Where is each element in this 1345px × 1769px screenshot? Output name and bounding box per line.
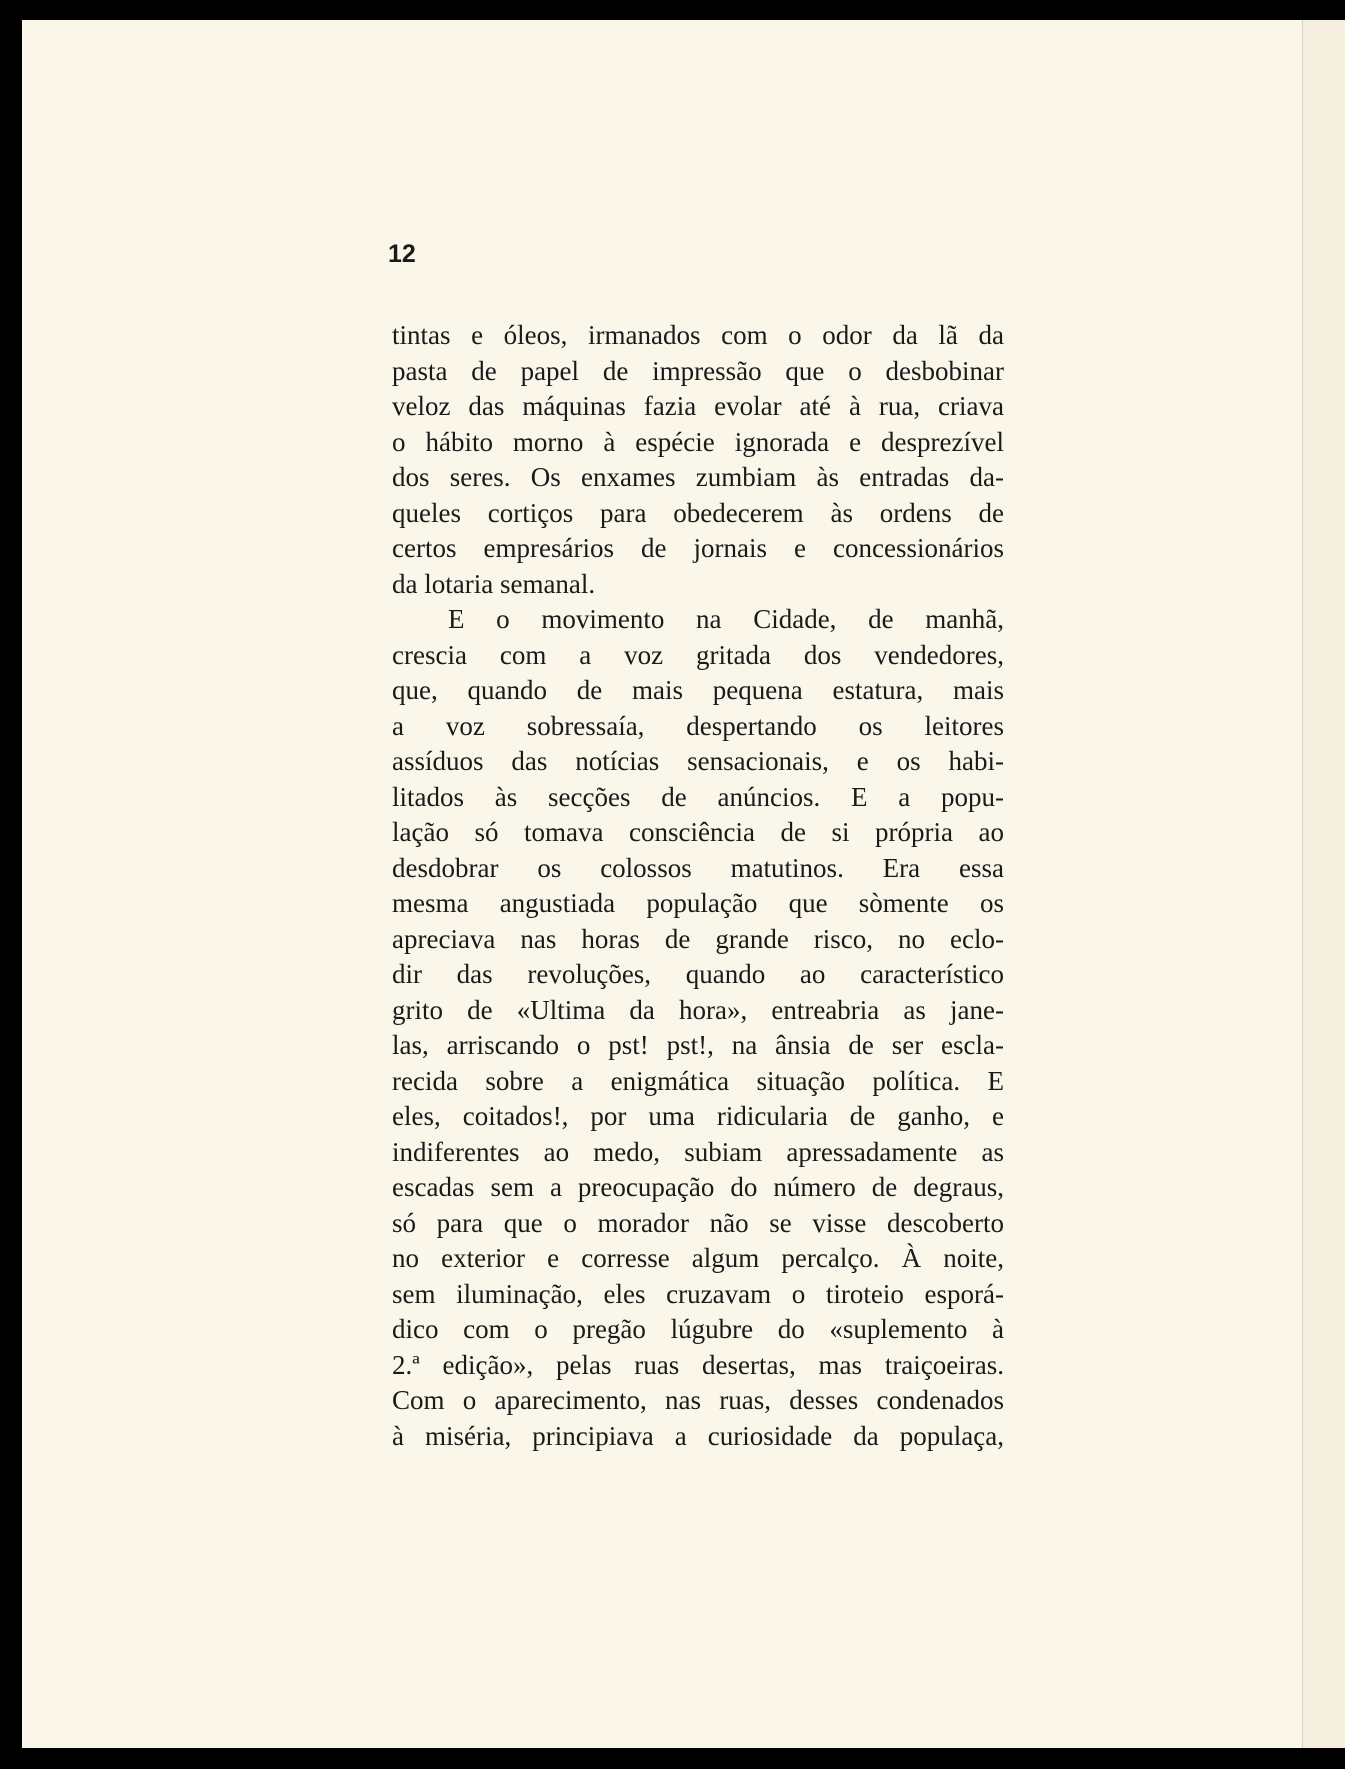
text-line: tintas e óleos, irmanados com o odor da lã da (392, 320, 1004, 350)
text-line: 2.ª edição», pelas ruas desertas, mas traiçoeiras. (392, 1349, 1004, 1380)
text-line: indiferentes ao medo, subiam apressadamente as (392, 1136, 1004, 1167)
text-line: veloz das máquinas fazia evolar até à rua, criava (392, 391, 1004, 421)
text-line: assíduos das notícias sensacionais, e os habi- (392, 746, 1004, 776)
text-line: escadas sem a preocupação do número de degraus, (392, 1172, 1004, 1202)
text-line: Com o aparecimento, nas ruas, desses condenados (392, 1385, 1004, 1415)
text-line: eles, coitados!, por uma ridicularia de ganho, e (392, 1101, 1004, 1131)
text-line: o hábito morno à espécie ignorada e desprezível (392, 426, 1004, 457)
text-line: grito de «Ultima da hora», entreabria as jane- (392, 994, 1004, 1025)
text-line: apreciava nas horas de grande risco, no eclo- (392, 923, 1004, 954)
text-line: à miséria, principiava a curiosidade da populaça, (392, 1420, 1004, 1451)
text-line: que, quando de mais pequena estatura, mais (392, 675, 1004, 705)
text-line: só para que o morador não se visse descoberto (392, 1207, 1004, 1238)
text-line: certos empresários de jornais e concessionários (392, 533, 1004, 563)
text-line: litados às secções de anúncios. E a popu- (392, 781, 1004, 812)
text-line: crescia com a voz gritada dos vendedores, (392, 639, 1004, 670)
text-line: dos seres. Os enxames zumbiam às entradas da- (392, 462, 1004, 492)
text-line: desdobrar os colossos matutinos. Era essa (392, 852, 1004, 883)
text-line: pasta de papel de impressão que o desbobinar (392, 355, 1004, 386)
text-line: recida sobre a enigmática situação política. E (392, 1065, 1004, 1096)
text-line: no exterior e corresse algum percalço. À noite, (392, 1243, 1004, 1273)
text-line: da lotaria semanal. (392, 568, 596, 599)
text-line: a voz sobressaía, despertando os leitores (392, 710, 1004, 741)
text-line: queles cortiços para obedecerem às ordens de (392, 497, 1004, 528)
body-text (392, 318, 1004, 1454)
text-line: las, arriscando o pst! pst!, na ânsia de ser escla- (392, 1030, 1004, 1060)
text-line: mesma angustiada população que sòmente os (392, 888, 1004, 918)
text-line: lação só tomava consciência de si própria ao (392, 817, 1004, 847)
page-number: 12 (388, 240, 416, 268)
text-line: dico com o pregão lúgubre do «suplemento à (392, 1314, 1004, 1344)
page-edge (1302, 20, 1345, 1748)
text-line: dir das revoluções, quando ao característico (392, 959, 1004, 989)
text-line: E o movimento na Cidade, de manhã, (448, 604, 1004, 634)
text-line: sem iluminação, eles cruzavam o tiroteio esporá- (392, 1278, 1004, 1309)
